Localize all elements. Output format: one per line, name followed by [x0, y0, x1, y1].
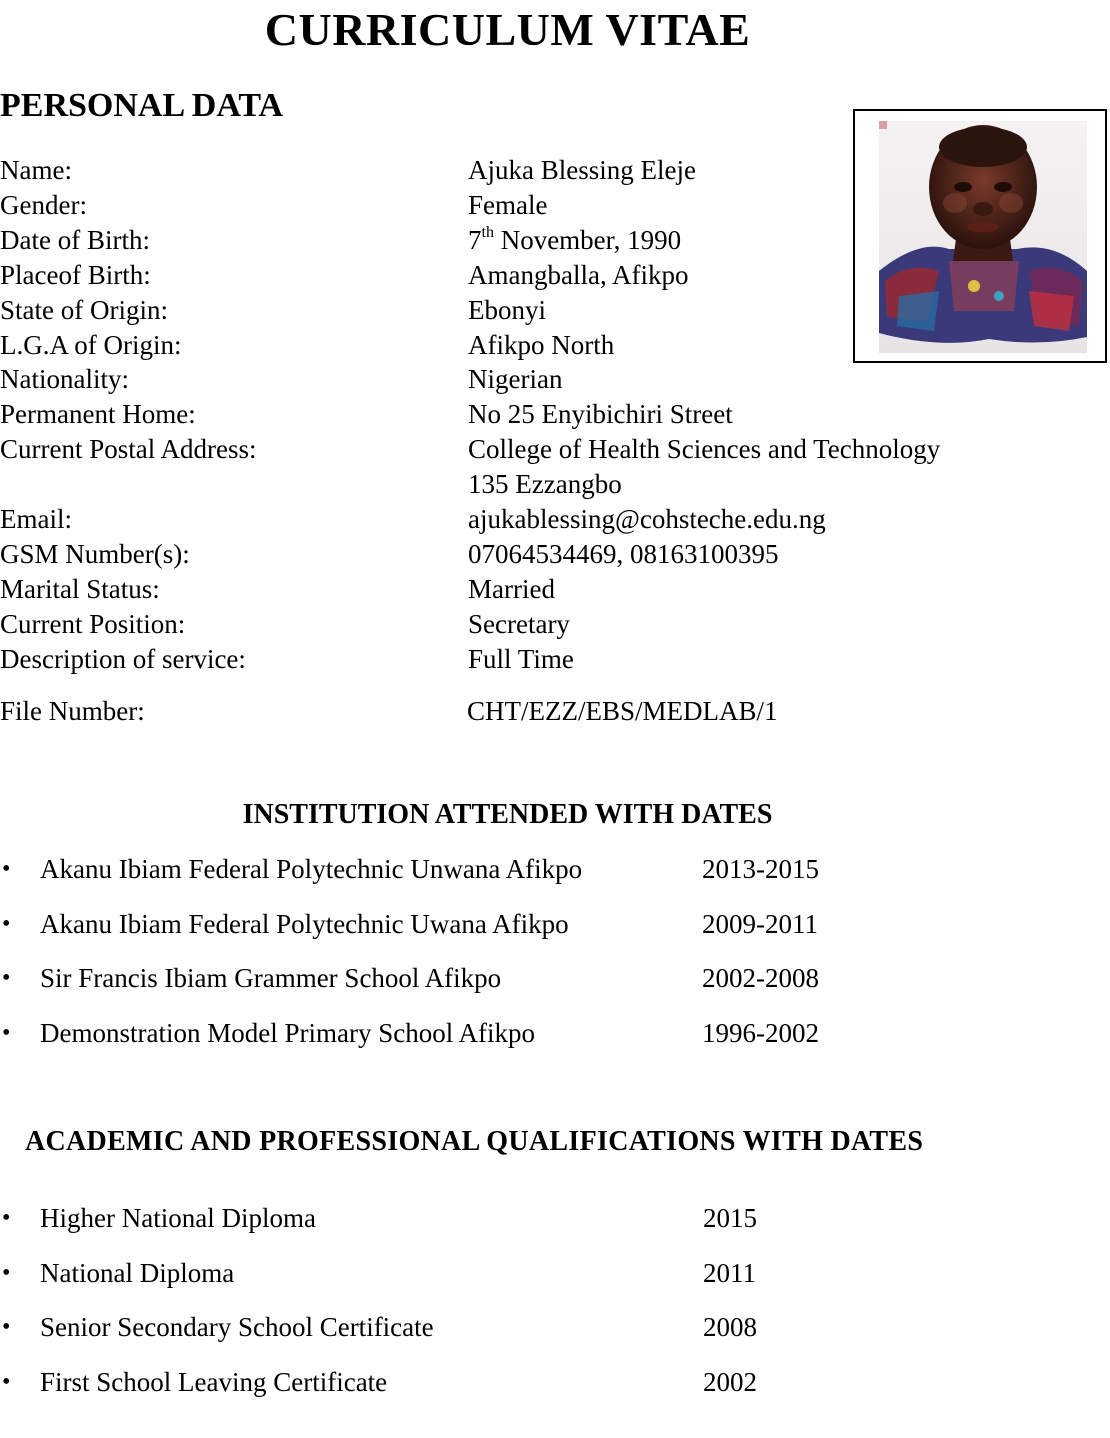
pd-label: Gender: [0, 189, 87, 220]
qualification-year: 2002 [703, 1367, 757, 1398]
institution-name: Demonstration Model Primary School Afikpo [40, 1018, 535, 1049]
institution-dates: 2002-2008 [702, 963, 819, 994]
pd-row-email [0, 502, 940, 537]
pd-value: Married [468, 573, 555, 604]
institution-name: Sir Francis Ibiam Grammer School Afikpo [40, 963, 502, 994]
pd-row-state-of-origin [0, 293, 940, 328]
bullet-icon: • [2, 856, 11, 882]
pd-row-lga-of-origin [0, 328, 940, 363]
pd-value: Secretary [468, 608, 570, 639]
pd-value: Afikpo North [468, 329, 615, 360]
personal-data-heading: PERSONAL DATA [0, 87, 284, 124]
pd-row-permanent-home [0, 397, 940, 432]
pd-label: State of Origin: [0, 294, 168, 325]
institution-dates: 1996-2002 [702, 1018, 819, 1049]
pd-label: Email: [0, 504, 72, 535]
pd-label: Nationality: [0, 364, 129, 395]
pd-label: Marital Status: [0, 573, 160, 604]
qualification-year: 2008 [703, 1312, 757, 1343]
institution-dates: 2013-2015 [702, 854, 819, 884]
pd-row-place-of-birth [0, 258, 940, 293]
pd-label: Name: [0, 155, 72, 185]
pd-value: Amangballa, Afikpo [468, 259, 689, 290]
pd-row-name [0, 153, 940, 188]
pd-row-postal-address-line2 [0, 467, 940, 502]
institution-name: Akanu Ibiam Federal Polytechnic Uwana Afikpo [40, 908, 569, 939]
institutions-heading: INSTITUTION ATTENDED WITH DATES [242, 799, 773, 830]
bullet-icon: • [2, 1020, 11, 1047]
pd-row-nationality [0, 362, 940, 397]
pd-value: Ajuka Blessing Eleje [468, 155, 696, 185]
pd-label: Date of Birth: [0, 224, 150, 255]
bullet-icon: • [2, 1259, 11, 1286]
pd-value: Nigerian [468, 364, 563, 395]
pd-label: L.G.A of Origin: [0, 329, 182, 360]
pd-value [468, 223, 681, 258]
institution-dates: 2009-2011 [702, 908, 818, 939]
qualification-year: 2015 [703, 1203, 757, 1233]
pd-value: Full Time [468, 643, 574, 674]
document-title: CURRICULUM VITAE [264, 4, 751, 55]
pd-value: 07064534469, 08163100395 [468, 538, 779, 569]
pd-row-date-of-birth [0, 223, 940, 258]
qualifications-heading: ACADEMIC AND PROFESSIONAL QUALIFICATIONS WITH DATES [25, 1126, 924, 1157]
pd-row-gsm [0, 537, 940, 572]
pd-label: Current Position: [0, 608, 186, 639]
pd-row-gender [0, 188, 940, 223]
pd-label: File Number: [0, 695, 145, 726]
pd-row-current-position [0, 607, 940, 642]
pd-row-postal-address [0, 432, 940, 467]
qualification-name: Higher National Diploma [40, 1203, 316, 1233]
pd-value: CHT/EZZ/EBS/MEDLAB/1 [467, 695, 778, 726]
pd-value: Female [468, 189, 548, 220]
bullet-icon: • [2, 1314, 11, 1341]
bullet-icon: • [2, 1205, 11, 1231]
pd-label [0, 467, 468, 502]
bullet-icon: • [2, 1369, 11, 1396]
bullet-icon: • [2, 965, 11, 992]
qualification-year: 2011 [703, 1257, 756, 1288]
pd-label: Permanent Home: [0, 399, 196, 430]
pd-value: 135 Ezzangbo [468, 469, 622, 500]
dob-rest: November, 1990 [493, 224, 682, 255]
qualification-name: Senior Secondary School Certificate [40, 1312, 434, 1343]
pd-value: College of Health Sciences and Technology [468, 434, 941, 465]
pd-label: Current Postal Address: [0, 434, 257, 465]
pd-value: Ebonyi [468, 294, 546, 325]
dob-day: 7 [468, 224, 482, 255]
pd-label: Description of service: [0, 643, 246, 674]
pd-row-description-of-service [0, 642, 940, 677]
pd-label: Placeof Birth: [0, 259, 151, 290]
institution-name: Akanu Ibiam Federal Polytechnic Unwana Afikpo [40, 854, 583, 884]
pd-row-marital-status [0, 572, 940, 607]
qualification-name: National Diploma [40, 1257, 235, 1288]
personal-data-table [0, 153, 940, 729]
dob-ordinal-suffix: th [481, 223, 494, 241]
qualification-name: First School Leaving Certificate [40, 1367, 388, 1398]
pd-label: GSM Number(s): [0, 538, 190, 569]
bullet-icon: • [2, 910, 11, 937]
pd-value: ajukablessing@cohsteche.edu.ng [468, 504, 826, 535]
pd-row-file-number [0, 694, 940, 729]
pd-value: No 25 Enyibichiri Street [468, 399, 733, 430]
